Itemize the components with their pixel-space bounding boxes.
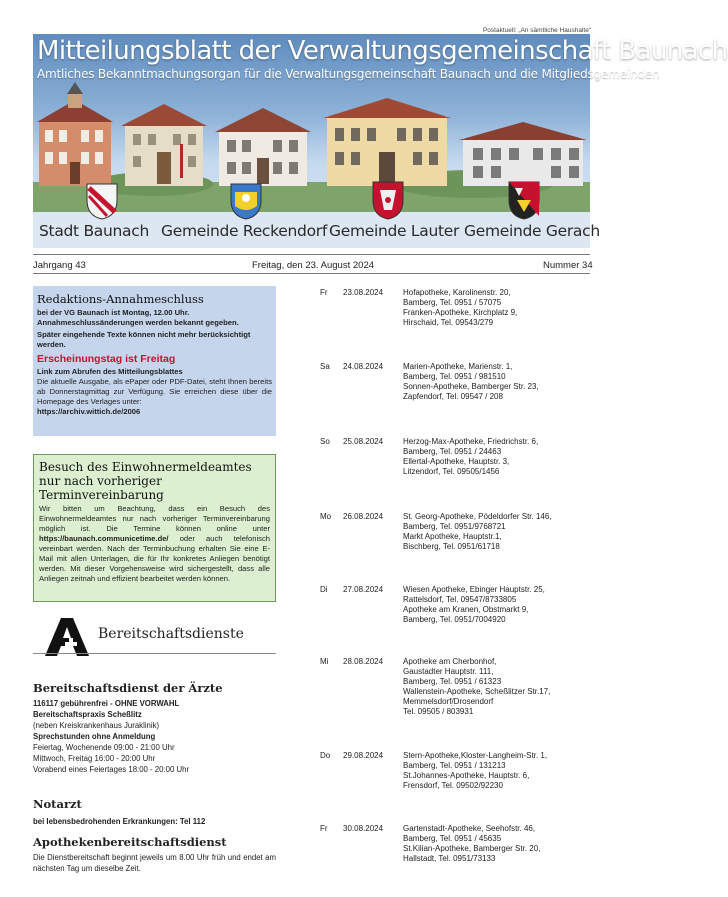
pharmacy-service-title: Apothekenbereitschaftsdienst: [33, 835, 227, 849]
emergency-services-title: Bereitschaftsdienste: [98, 626, 244, 642]
pharmacy-service-section: [33, 835, 276, 874]
pharmacy-date: 27.08.2024: [343, 585, 384, 594]
deadline-line: bei der VG Baunach ist Montag, 12.00 Uhr.: [37, 308, 190, 317]
header-banner: [33, 34, 728, 248]
lauter-crest-icon: [371, 180, 405, 220]
town-lauter: Gemeinde Lauter: [329, 222, 460, 240]
reckendorf-crest-icon: [229, 182, 263, 220]
doctors-line: (neben Kreiskrankenhaus Juraklinik): [33, 721, 160, 730]
pharmacy-day: Di: [320, 585, 328, 594]
pharmacy-entry: Hofapotheke, Karolinenstr. 20, Bamberg, Tel. 0951 / 57075 Franken-Apotheke, Kirchplatz 9, Hirschaid, Tel. 09543/279: [403, 288, 518, 327]
pharmacy-date: 24.08.2024: [343, 362, 384, 371]
archive-link[interactable]: https://archiv.wittich.de/2006: [37, 407, 141, 416]
registration-office-box: [33, 454, 276, 602]
gerach-crest-icon: [507, 180, 541, 220]
pharmacy-entry: Gartenstadt-Apotheke, Seehofstr. 46, Bamberg, Tel. 0951 / 45635 St.Kilian-Apotheke, Bamberger Str. 20, Hallstadt, Tel. 0951/73133: [403, 824, 541, 863]
pharmacy-day: Do: [320, 751, 331, 760]
pharmacy-entry: Marien-Apotheke, Marienstr. 1, Bamberg, Tel. 0951 / 981510 Sonnen-Apotheke, Bamberger Str. 23, Zapfendorf, Tel. 09547 / 208: [403, 362, 539, 401]
publication-title: Mitteilungsblatt der Verwaltungsgemeinschaft Baunach: [37, 36, 728, 66]
doctors-line: 116117 gebührenfrei - OHNE VORWAHL: [33, 699, 180, 708]
issue-volume: Jahrgang 43: [33, 260, 86, 271]
registration-office-text: [39, 504, 270, 584]
doctors-line: Bereitschaftspraxis Scheßlitz: [33, 710, 142, 719]
doctors-line: Vorabend eines Feiertages 18:00 - 20:00 Uhr: [33, 765, 190, 774]
doctors-service-section: [33, 681, 276, 775]
registration-text-b: oder auch telefonisch vereinbart werden. Nach der Terminbuchung erhalten Sie eine E-Mail mit allen Unterlagen, die für Ihr konkretes Anliegen benötigt werden. Mit dieser Vorgehensweise wird sichergestellt, dass alle Anliegen zeitnah und effizient bearbeitet werden können.: [39, 534, 270, 583]
pharmacy-day: Mi: [320, 657, 329, 666]
registration-text-a: Wir bitten um Beachtung, dass ein Besuch des Einwohnermeldeamtes nur nach vorheriger Terminvereinbarung möglich ist. Die Termine können online unter: [39, 504, 270, 533]
editorial-deadline-title: Redaktions-Annahmeschluss: [37, 292, 204, 306]
emergency-doctor-title: Notarzt: [33, 797, 82, 811]
postaktuell-note: Postaktuell: „An sämtliche Haushalte“: [482, 27, 591, 34]
publication-subtitle: Amtliches Bekanntmachungsorgan für die Verwaltungsgemeinschaft Baunach und die Mitgliedsgemeinden: [37, 67, 660, 81]
pharmacy-day: So: [320, 437, 330, 446]
pharmacy-date: 23.08.2024: [343, 288, 384, 297]
issue-number: Nummer 34: [543, 260, 593, 271]
pharmacy-date: 30.08.2024: [343, 824, 384, 833]
doctors-line: Feiertag, Wochenende 09:00 - 21:00 Uhr: [33, 743, 175, 752]
pharmacy-day: Fr: [320, 288, 328, 297]
baunach-crest-icon: [85, 182, 119, 220]
town-gerach: Gemeinde Gerach: [464, 222, 600, 240]
section-rule: [33, 653, 276, 654]
publication-day: Erscheinungstag ist Freitag: [37, 353, 176, 365]
pharmacy-date: 25.08.2024: [343, 437, 384, 446]
pharmacy-entry: Stern-Apotheke,Kloster-Langheim-Str. 1, Bamberg, Tel. 0951 / 131213 St.Johannes-Apotheke, Hauptstr. 6, Frensdorf, Tel. 09502/92230: [403, 751, 548, 790]
header-rule-top: [33, 254, 590, 255]
doctors-line: Mittwoch, Freitag 16:00 - 20:00 Uhr: [33, 754, 156, 763]
issue-date: Freitag, den 23. August 2024: [252, 260, 375, 271]
pharmacy-date: 29.08.2024: [343, 751, 384, 760]
booking-link[interactable]: https://baunach.communicetime.de/: [39, 534, 169, 543]
pharmacy-entry: St. Georg-Apotheke, Pödeldorfer Str. 146, Bamberg, Tel. 0951/9768721 Markt Apotheke, Hauptstr.1, Bischberg, Tel. 0951/61718: [403, 512, 552, 551]
editorial-deadline-box: [33, 286, 276, 436]
doctors-service-title: Bereitschaftsdienst der Ärzte: [33, 681, 223, 695]
pharmacy-day: Mo: [320, 512, 332, 521]
deadline-change-line: Annahmeschlussänderungen werden bekannt gegeben.: [37, 318, 239, 327]
emergency-doctor-section: [33, 797, 276, 827]
pharmacy-date: 26.08.2024: [343, 512, 384, 521]
member-towns: [33, 216, 600, 248]
apotheke-logo-icon: [43, 616, 93, 658]
pharmacy-date: 28.08.2024: [343, 657, 384, 666]
late-text-line: Später eingehende Texte können nicht mehr berücksichtigt werden.: [37, 330, 251, 349]
pharmacy-day: Fr: [320, 824, 328, 833]
pharmacy-service-text: Die Dienstbereitschaft beginnt jeweils um 8.00 Uhr früh und endet am nächsten Tag um dieselbe Zeit.: [33, 853, 276, 873]
pharmacy-entry: Apotheke am Cherbonhof, Gaustadter Hauptstr. 111, Bamberg, Tel. 0951 / 61323 Wallenstein-Apotheke, Scheßlitzer Str.17, Memmelsdorf/Drosendorf Tel. 09505 / 803931: [403, 657, 551, 716]
link-title: Link zum Abrufen des Mitteilungsblattes: [37, 367, 183, 376]
pharmacy-day: Sa: [320, 362, 330, 371]
town-baunach: Stadt Baunach: [39, 222, 149, 240]
pharmacy-entry: Herzog-Max-Apotheke, Friedrichstr. 6, Bamberg, Tel. 0951 / 24463 Ellertal-Apotheke, Hauptstr. 3, Litzendorf, Tel. 09505/1456: [403, 437, 539, 476]
pharmacy-entry: Wiesen Apotheke, Ebinger Hauptstr. 25, Rattelsdorf, Tel. 09547/8733805 Apotheke am Kranen, Obstmarkt 9, Bamberg, Tel. 0951/7004920: [403, 585, 545, 624]
registration-office-title: Besuch des Einwohnermeldeamtes nur nach vorheriger Terminvereinbarung: [39, 460, 252, 502]
header-rule-bottom: [33, 273, 590, 274]
doctors-line: Sprechstunden ohne Anmeldung: [33, 732, 156, 741]
town-reckendorf: Gemeinde Reckendorf: [161, 222, 327, 240]
emergency-doctor-line: bei lebensbedrohenden Erkrankungen: Tel 112: [33, 817, 206, 826]
link-text: Die aktuelle Ausgabe, als ePaper oder PDF-Datei, steht Ihnen bereits ab Donnerstagmittag zur Verfügung. Sie erreichen diese über die Homepage des Verlages unter:: [37, 377, 272, 406]
